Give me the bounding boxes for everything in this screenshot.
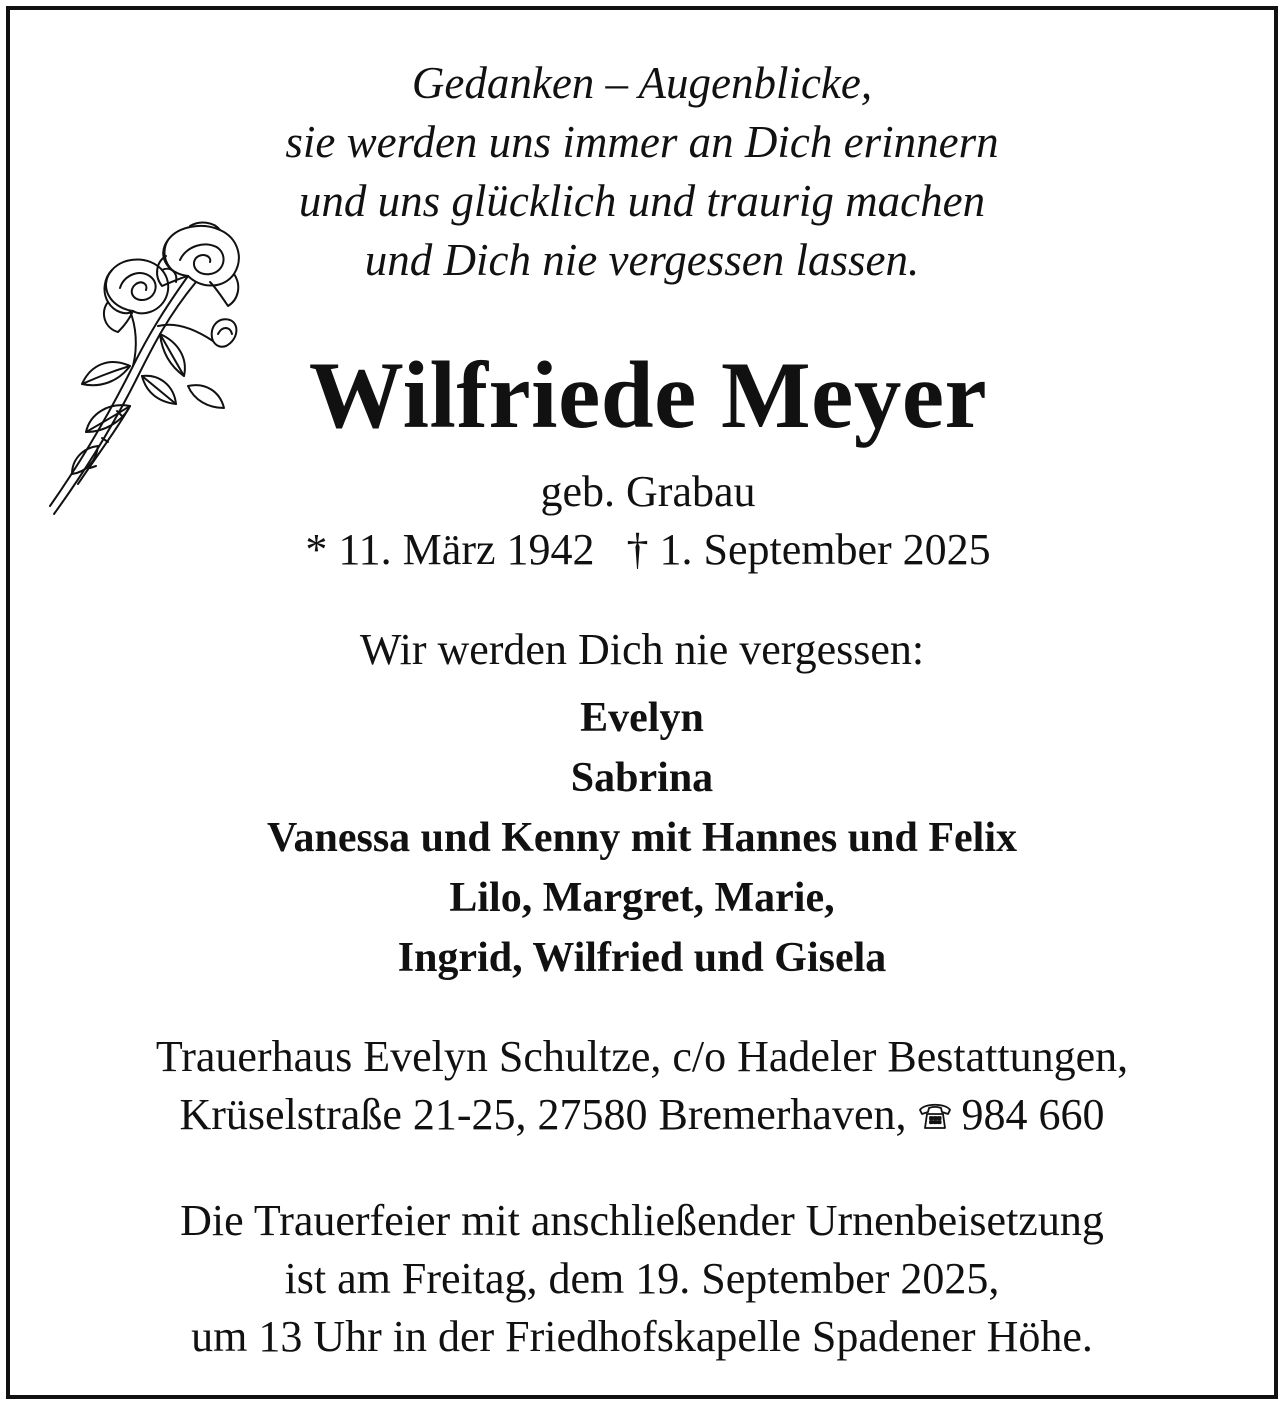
mourners-intro: Wir werden Dich nie vergessen: — [359, 625, 925, 674]
telephone-icon — [918, 1101, 952, 1131]
address-line: Trauerhaus Evelyn Schultze, c/o Hadeler Bestattungen, — [155, 1032, 1129, 1081]
birth-date: * 11. März 1942 — [305, 525, 595, 574]
ceremony-info — [10, 1192, 1274, 1366]
poem-line: und uns glücklich und traurig machen — [298, 176, 986, 226]
ceremony-line: ist am Freitag, dem 19. September 2025, — [284, 1254, 1000, 1303]
address-street: Krüselstraße 21-25, 27580 Bremerhaven, — [179, 1090, 907, 1139]
notice-border — [6, 6, 1278, 1399]
maiden-name: geb. Grabau — [540, 467, 756, 516]
mourner-line: Vanessa und Kenny mit Hannes und Felix — [267, 815, 1017, 861]
mourner-line: Lilo, Margret, Marie, — [449, 875, 835, 921]
mourning-house-address — [10, 1028, 1274, 1144]
ceremony-line: Die Trauerfeier mit anschließender Urnenbeisetzung — [180, 1196, 1104, 1245]
mourner-line: Ingrid, Wilfried und Gisela — [397, 935, 887, 981]
phone-number: 984 660 — [961, 1090, 1105, 1139]
poem — [10, 54, 1274, 290]
death-date: † 1. September 2025 — [626, 525, 991, 574]
poem-line: sie werden uns immer an Dich erinnern — [285, 117, 999, 167]
poem-line: Gedanken – Augenblicke, — [411, 58, 873, 108]
deceased-name: Wilfriede Meyer — [308, 342, 988, 448]
mourner-line: Sabrina — [570, 755, 714, 801]
mourner-line: Evelyn — [580, 695, 704, 741]
mourners-list — [10, 688, 1274, 988]
life-dates — [10, 522, 1274, 578]
address-line-with-phone — [10, 1086, 1274, 1144]
poem-line: und Dich nie vergessen lassen. — [364, 235, 920, 285]
ceremony-line: um 13 Uhr in der Friedhofskapelle Spadener Höhe. — [191, 1312, 1093, 1361]
obituary-notice — [10, 10, 1274, 1395]
